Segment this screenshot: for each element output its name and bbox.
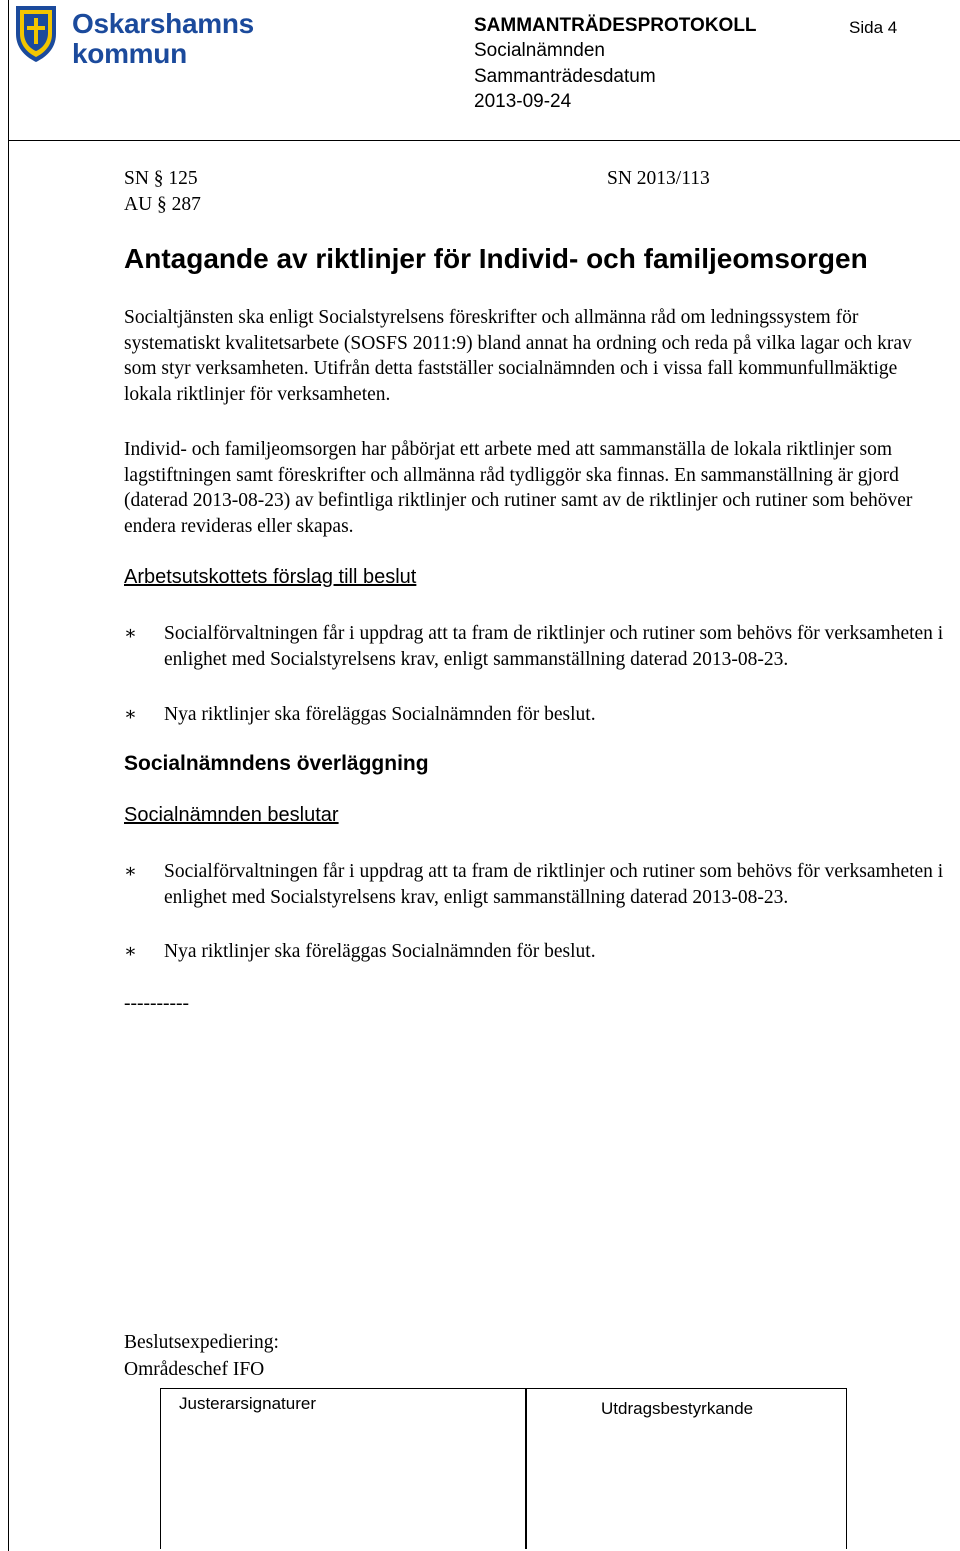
page-title: Antagande av riktlinjer för Individ- och familjeomsorgen — [124, 243, 868, 274]
paragraph: Individ- och familjeomsorgen har påbörjat ett arbete med att sammanställa de lokala riktlinjer som lagstiftningen samt föreskrifter och allmänna råd tydliggör ska finnas. En sammanställning är gjord (daterad 2013-08-23) av befintliga riktlinjer och rutiner samt av de riktlinjer och rutiner som behöver endera revideras eller skapas. — [124, 439, 913, 537]
meeting-date-label: Sammanträdesdatum — [474, 66, 656, 87]
page-number: Sida 4 — [849, 18, 898, 37]
signatures-label: Justerarsignaturer — [179, 1394, 317, 1413]
list-item: Nya riktlinjer ska föreläggas Socialnämnden för beslut. — [164, 941, 596, 962]
signatures-box — [160, 1388, 527, 1549]
au-paragraph-ref: AU § 287 — [124, 194, 201, 215]
paragraph: Socialtjänsten ska enligt Socialstyrelsens föreskrifter och allmänna råd om ledningssystem för systematiskt kvalitetsarbete (SOSFS 2011:9) bland annat ha ordning och reda på vilka lagar och krav som styr verksamheten. Utifrån detta fastställer socialnämnden och i vissa fall kommunfullmäktige lokala riktlinjer för verksamheten. — [124, 307, 912, 405]
protocol-title: SAMMANTRÄDESPROTOKOLL — [474, 15, 757, 36]
case-number: SN 2013/113 — [607, 168, 710, 189]
expedition-recipient: Områdeschef IFO — [124, 1359, 265, 1380]
body-name: Socialnämnden — [474, 40, 605, 61]
bullet-icon: ∗ — [124, 941, 137, 962]
bullet-icon: ∗ — [124, 623, 137, 644]
bullet-icon: ∗ — [124, 704, 137, 725]
bullet-icon: ∗ — [124, 861, 137, 882]
certified-label: Utdragsbestyrkande — [601, 1399, 754, 1418]
decision-heading: Socialnämnden beslutar — [124, 804, 339, 826]
logo-text-line2: kommun — [72, 38, 187, 69]
separator: ---------- — [124, 993, 189, 1014]
list-item: Nya riktlinjer ska föreläggas Socialnämnden för beslut. — [164, 704, 596, 725]
certified-box — [525, 1388, 847, 1549]
expedition-label: Beslutsexpediering: — [124, 1332, 279, 1353]
page-frame-left — [8, 0, 9, 1551]
list-item: Socialförvaltningen får i uppdrag att ta fram de riktlinjer och rutiner som behövs för verksamheten i enlighet med Socialstyrelsens krav, enligt sammanställning daterad 2013-08-23. — [164, 623, 944, 670]
sn-paragraph-ref: SN § 125 — [124, 168, 198, 189]
header-divider — [8, 140, 960, 141]
logo-text-line1: Oskarshamns — [72, 8, 254, 39]
meeting-date: 2013-09-24 — [474, 91, 572, 112]
coat-of-arms-icon — [14, 4, 58, 64]
list-item: Socialförvaltningen får i uppdrag att ta fram de riktlinjer och rutiner som behövs för verksamheten i enlighet med Socialstyrelsens krav, enligt sammanställning daterad 2013-08-23. — [164, 861, 944, 908]
au-proposal-heading: Arbetsutskottets förslag till beslut — [124, 566, 417, 588]
deliberation-heading: Socialnämndens överläggning — [124, 752, 429, 775]
